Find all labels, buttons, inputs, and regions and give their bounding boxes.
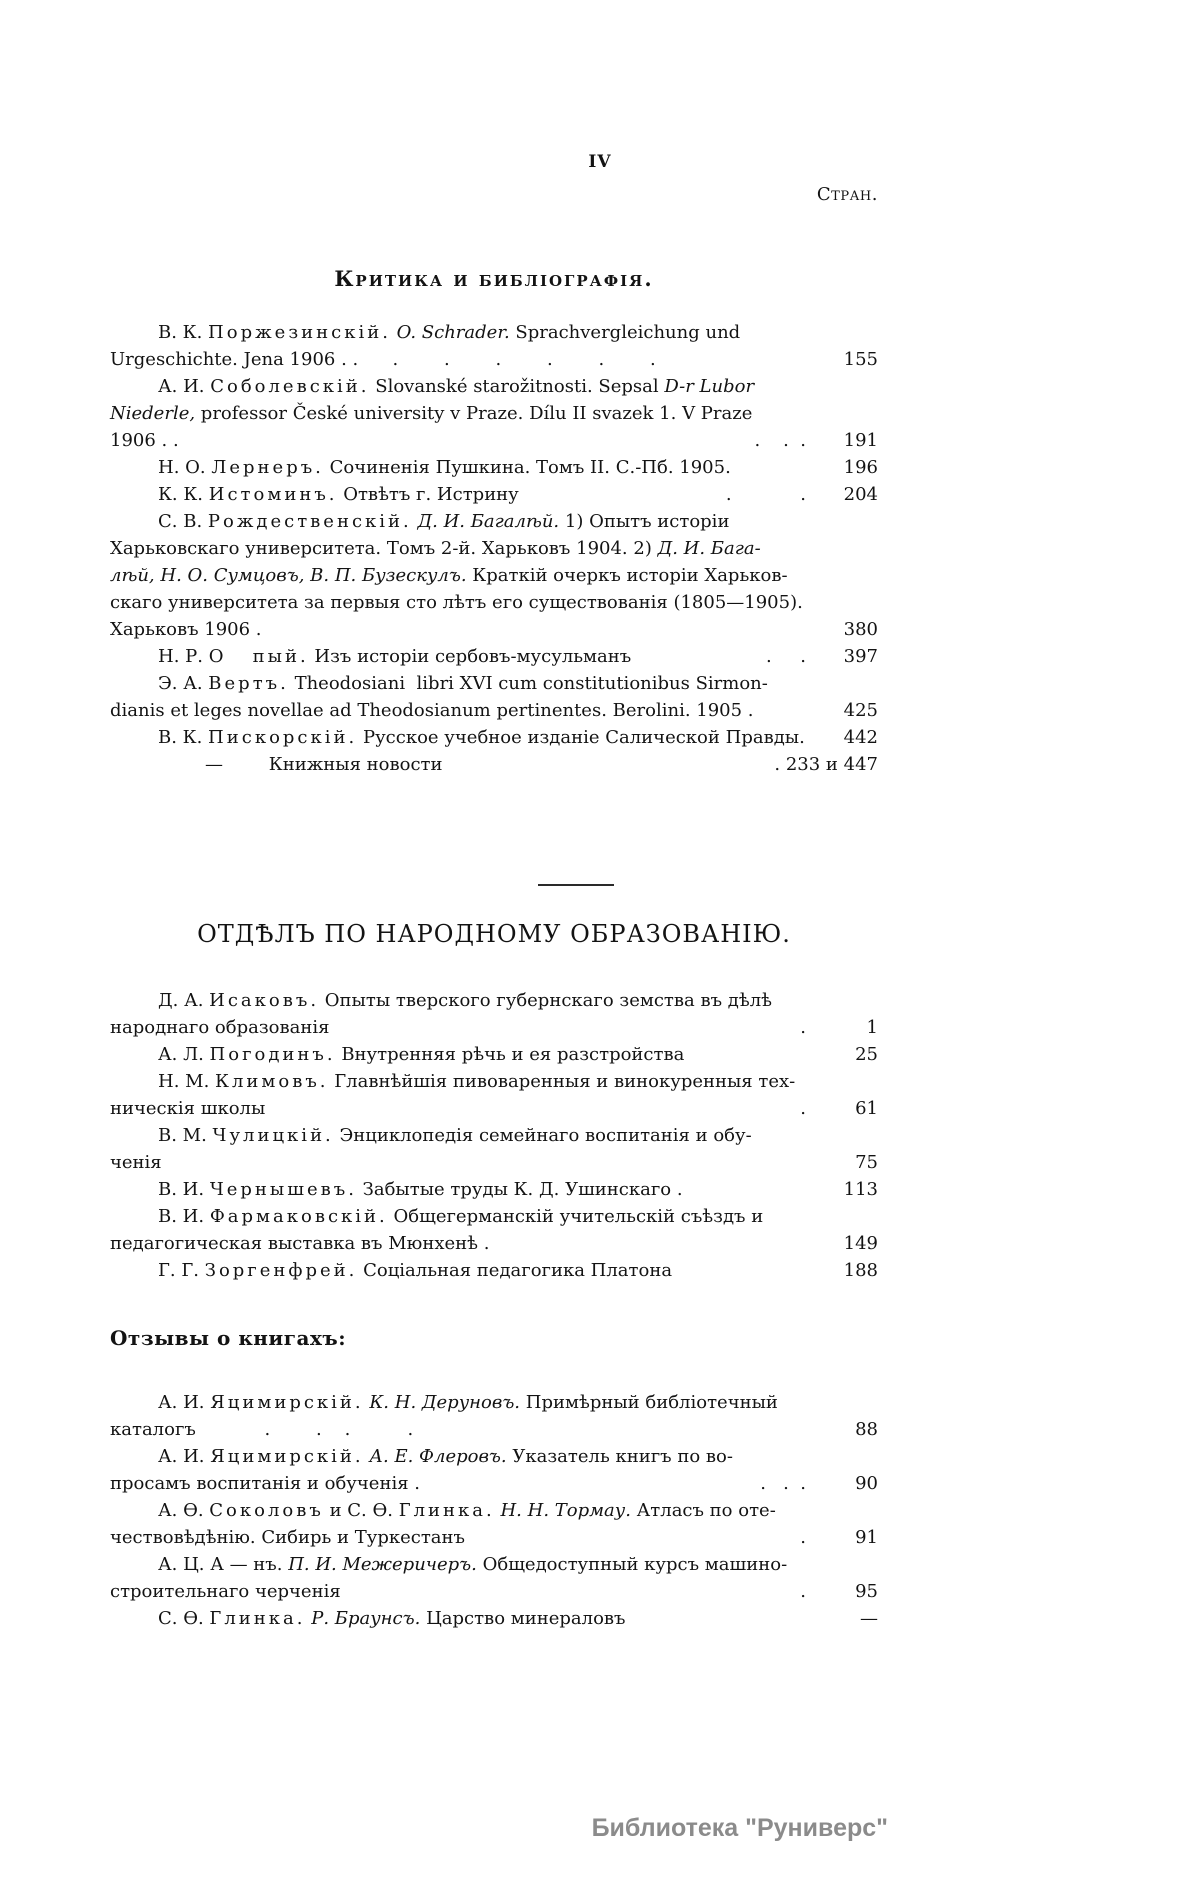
page-number: 196	[843, 457, 878, 478]
page-number: 95	[855, 1581, 878, 1602]
section-heading-criticism-bibliography: Критика и библіографія.	[334, 266, 654, 291]
toc-entry-text: 1906 . . . . .	[110, 430, 806, 451]
page-number: 25	[855, 1044, 878, 1065]
toc-entry-text: С. Ѳ. Глинка. Р. Браунсъ. Царство минераловъ	[158, 1608, 626, 1629]
toc-entry-text: В. К. Пискорскій. Русское учебное изданіе Салической Правды.	[158, 727, 805, 748]
toc-entry-line	[110, 646, 878, 673]
folio-page-number: IV	[588, 152, 612, 172]
toc-entry-line	[110, 403, 878, 430]
toc-entry-text: С. В. Рождественскій. Д. И. Багалѣй. 1) Опытъ исторіи	[158, 511, 730, 532]
toc-entry-line	[110, 754, 878, 781]
toc-entry-line	[110, 457, 878, 484]
toc-entry-line	[110, 565, 878, 592]
toc-entry-line	[110, 1473, 878, 1500]
toc-entry-text: Н. М. Климовъ. Главнѣйшія пивоваренныя и винокуренныя тех-	[158, 1071, 796, 1092]
toc-entry-line	[110, 349, 878, 376]
toc-entry-line	[110, 1554, 878, 1581]
toc-entry-text: Н. О. Лернеръ. Сочиненія Пушкина. Томъ II. С.-Пб. 1905.	[158, 457, 731, 478]
toc-entry-text: А. Ц. А — нъ. П. И. Межеричеръ. Общедоступный курсъ машино-	[158, 1554, 788, 1575]
toc-entry-text: В. И. Чернышевъ. Забытые труды К. Д. Ушинскаго .	[158, 1179, 683, 1200]
toc-entry-text: ченія	[110, 1152, 162, 1173]
page-number: 75	[855, 1152, 878, 1173]
toc-entry-line	[110, 1581, 878, 1608]
toc-entry-line	[110, 619, 878, 646]
toc-entry-line	[110, 1044, 878, 1071]
toc-entry-text: просамъ воспитанія и обученія . . . .	[110, 1473, 806, 1494]
toc-entry-text: dianis et leges novellae ad Theodosianum pertinentes. Berolini. 1905 .	[110, 700, 754, 721]
toc-entry-line	[110, 1233, 878, 1260]
page-number: 1	[866, 1017, 878, 1038]
toc-entry-line	[110, 511, 878, 538]
toc-entry-line	[110, 1527, 878, 1554]
page-column-header: Стран.	[816, 184, 878, 205]
toc-entry-line	[110, 1260, 878, 1287]
page-number: 149	[843, 1233, 878, 1254]
toc-entry-text: Urgeschichte. Jena 1906 . . . . . . . .	[110, 349, 656, 370]
toc-entry-text: Н. Р. О пый. Изъ исторіи сербовъ-мусульманъ . .	[158, 646, 806, 667]
toc-entry-text: В. И. Фармаковскій. Общегерманскій учительскій съѣздъ и	[158, 1206, 764, 1227]
page-number: —	[860, 1608, 878, 1629]
section-divider	[538, 884, 614, 886]
toc-entry-text: А. Л. Погодинъ. Внутренняя рѣчь и ея разстройства	[158, 1044, 685, 1065]
toc-entry-line	[110, 1206, 878, 1233]
toc-entry-line	[110, 430, 878, 457]
page-number: 113	[843, 1179, 878, 1200]
toc-entry-text: Э. А. Вертъ. Theodosiani libri XVI cum constitutionibus Sirmon-	[158, 673, 768, 694]
toc-entry-line	[110, 1392, 878, 1419]
page-number: 90	[855, 1473, 878, 1494]
toc-section-public-education	[110, 990, 878, 1287]
toc-entry-text: А. И. Соболевскій. Slovanské starožitnosti. Sepsal D-r Lubor	[158, 376, 755, 397]
page-number: 397	[843, 646, 878, 667]
toc-entry-line	[110, 322, 878, 349]
toc-entry-text: скаго университета за первыя сто лѣтъ его существованія (1805—1905).	[110, 592, 803, 613]
page-number: 61	[855, 1098, 878, 1119]
toc-entry-text: педагогическая выставка въ Мюнхенѣ .	[110, 1233, 490, 1254]
toc-entry-line	[110, 1017, 878, 1044]
page-number: 442	[843, 727, 878, 748]
toc-entry-line	[110, 538, 878, 565]
section-heading-public-education: ОТДѢЛЪ ПО НАРОДНОМУ ОБРАЗОВАНІЮ.	[197, 920, 791, 948]
page-number: 188	[843, 1260, 878, 1281]
page-number: 380	[843, 619, 878, 640]
toc-entry-text: строительнаго черченія .	[110, 1581, 806, 1602]
toc-entry-line	[110, 1419, 878, 1446]
page-number: 204	[843, 484, 878, 505]
toc-entry-line	[110, 673, 878, 700]
toc-entry-line	[110, 1179, 878, 1206]
page-number: . 233 и 447	[774, 754, 878, 775]
runivers-watermark: Библиотека "Руниверс"	[591, 1814, 888, 1842]
toc-entry-text: лѣй, Н. О. Сумцовъ, В. П. Бузескулъ. Краткій очеркъ исторіи Харьков-	[110, 565, 788, 586]
toc-entry-text: А. И. Яцимирскій. А. Е. Флеровъ. Указатель книгъ по во-	[158, 1446, 733, 1467]
toc-entry-text: чествовѣдѣнію. Сибирь и Туркестанъ .	[110, 1527, 806, 1548]
toc-entry-line	[110, 484, 878, 511]
toc-entry-text: А. И. Яцимирскій. К. Н. Деруновъ. Примѣрный библіотечный	[158, 1392, 778, 1413]
toc-entry-line	[110, 376, 878, 403]
toc-entry-line	[110, 1608, 878, 1635]
toc-entry-text: Харьковскаго университета. Томъ 2-й. Харьковъ 1904. 2) Д. И. Бага-	[110, 538, 761, 559]
toc-entry-text: К. К. Истоминъ. Отвѣтъ г. Истрину . .	[158, 484, 806, 505]
toc-entry-line	[110, 1152, 878, 1179]
subsection-heading-book-reviews: Отзывы о книгахъ:	[110, 1326, 347, 1350]
toc-entry-line	[110, 1098, 878, 1125]
toc-entry-text: Niederle, professor České university v Praze. Dílu II svazek 1. V Praze	[110, 403, 753, 424]
toc-section-criticism-bibliography	[110, 322, 878, 781]
toc-entry-line	[110, 1125, 878, 1152]
toc-entry-line	[110, 727, 878, 754]
toc-entry-line	[110, 700, 878, 727]
toc-entry-line	[110, 592, 878, 619]
page-number: 91	[855, 1527, 878, 1548]
toc-entry-text: каталогъ . . . .	[110, 1419, 414, 1440]
toc-entry-text: — Книжныя новости	[205, 754, 443, 775]
toc-entry-text: В. К. Поржезинскій. O. Schrader. Sprachvergleichung und	[158, 322, 741, 343]
page-number: 425	[843, 700, 878, 721]
toc-entry-line	[110, 1446, 878, 1473]
toc-section-book-reviews	[110, 1392, 878, 1635]
toc-entry-text: В. М. Чулицкій. Энциклопедія семейнаго воспитанія и обу-	[158, 1125, 752, 1146]
toc-entry-line	[110, 990, 878, 1017]
toc-entry-text: Г. Г. Зоргенфрей. Соціальная педагогика Платона	[158, 1260, 673, 1281]
toc-entry-text: А. Ѳ. Соколовъ и С. Ѳ. Глинка. Н. Н. Тормау. Атласъ по оте-	[158, 1500, 776, 1521]
toc-content	[110, 0, 878, 1885]
toc-entry-text: Харьковъ 1906 .	[110, 619, 262, 640]
page-number: 155	[843, 349, 878, 370]
toc-entry-text: ническія школы .	[110, 1098, 806, 1119]
toc-entry-text: Д. А. Исаковъ. Опыты тверского губернскаго земства въ дѣлѣ	[158, 990, 773, 1011]
toc-entry-line	[110, 1500, 878, 1527]
page-number: 88	[855, 1419, 878, 1440]
toc-entry-text: народнаго образованія .	[110, 1017, 806, 1038]
page-number: 191	[843, 430, 878, 451]
toc-entry-line	[110, 1071, 878, 1098]
